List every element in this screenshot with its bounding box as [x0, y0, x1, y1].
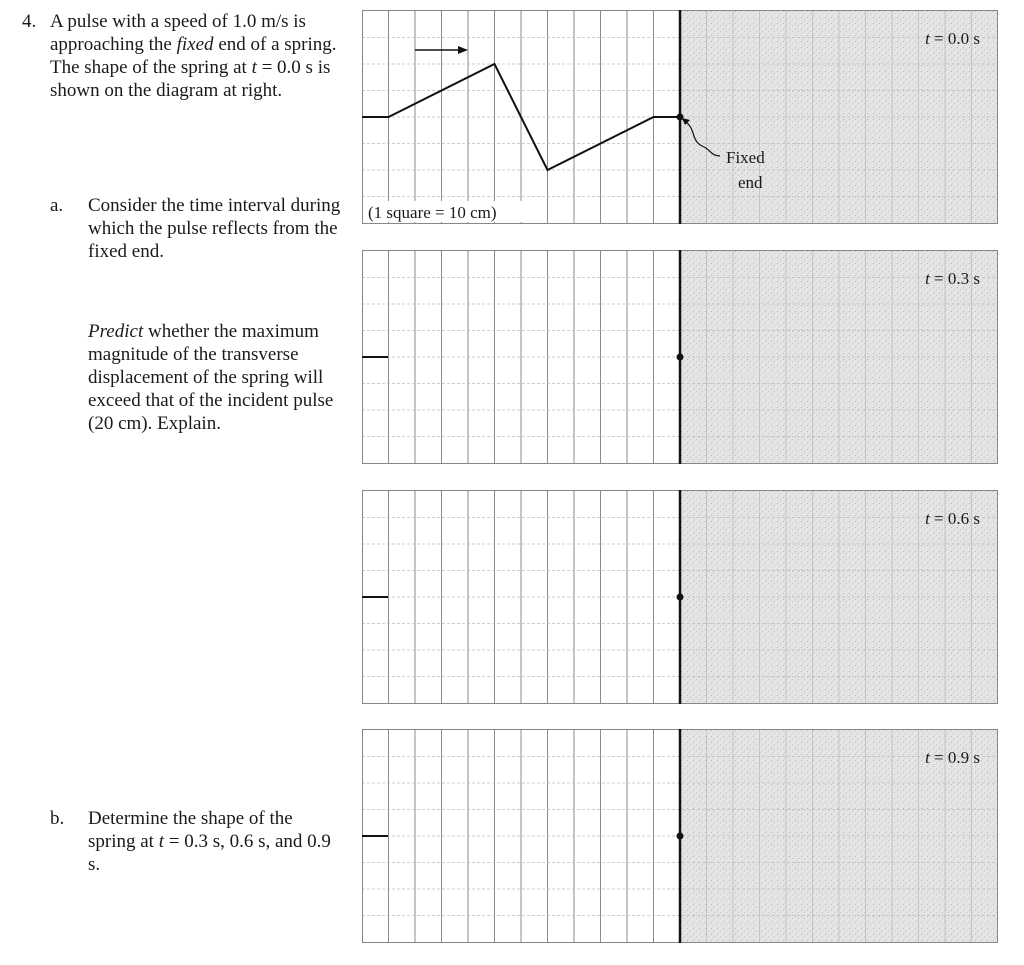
question-stem: A pulse with a speed of 1.0 m/s is approaching the fixed end of a spring. The shape of the spring at t = 0.0 s is shown on the diagram at right. [50, 11, 337, 101]
scale-note: (1 square = 10 cm) [368, 203, 497, 222]
fixed-end-point [677, 594, 684, 601]
part-a-predict: Predict whether the maximum magnitude of the transverse displacement of the spring will exceed that of the incident pulse (20 cm). Explain. [88, 321, 334, 434]
fixed-end-point [677, 833, 684, 840]
spring-panel-t06 [362, 490, 998, 704]
spring-panel-t09 [362, 729, 998, 943]
fixed-end-point [677, 114, 684, 121]
time-label: t = 0.9 s [925, 748, 980, 767]
fixed-label-line2: end [738, 173, 763, 192]
spring-panel-t0 [362, 10, 998, 224]
time-label: t = 0.3 s [925, 269, 980, 288]
time-label: t = 0.0 s [925, 29, 980, 48]
fixed-end-point [677, 354, 684, 361]
fixed-label-line1: Fixed [726, 148, 765, 167]
part-b-letter: b. [50, 808, 65, 829]
part-a-text: Consider the time interval during which the pulse reflects from the fixed end. [88, 195, 341, 262]
part-a-letter: a. [50, 195, 64, 216]
spring-panel-t03 [362, 250, 998, 464]
time-label: t = 0.6 s [925, 509, 980, 528]
question-number: 4. [22, 11, 37, 32]
part-b-text: Determine the shape of the spring at t = 0.3 s, 0.6 s, and 0.9 s. [88, 808, 331, 875]
